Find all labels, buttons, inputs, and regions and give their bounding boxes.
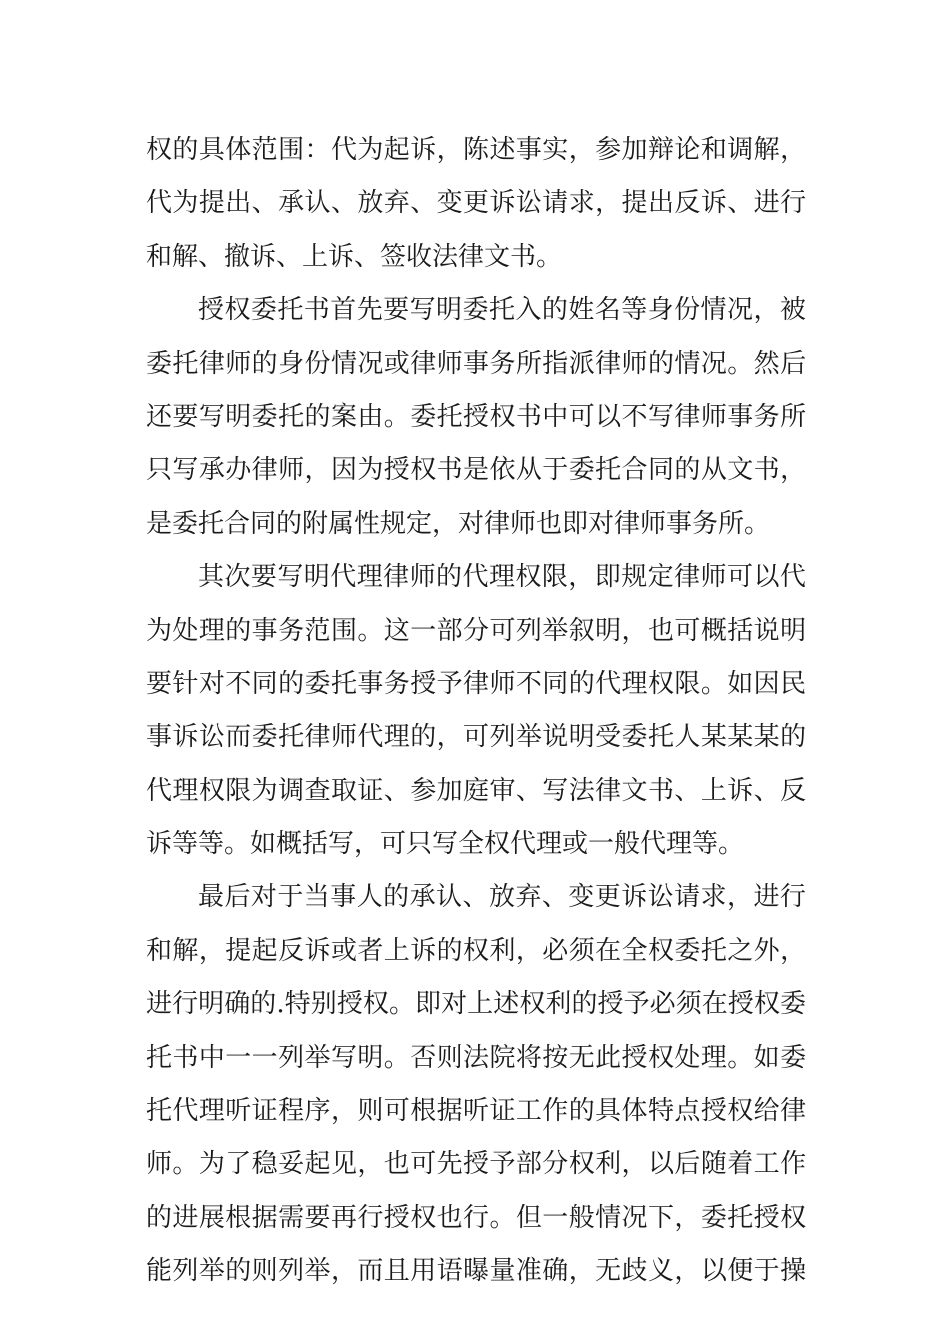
text-line: 代理权限为调查取证、参加庭审、写法律文书、上诉、反 [146,775,807,806]
text-line: 代为提出、承认、放弃、变更诉讼请求，提出反诉、进行 [146,188,807,219]
text-line: 只写承办律师，因为授权书是依从于委托合同的从文书， [146,455,807,486]
text-line: 托代理听证程序，则可根据听证工作的具体特点授权给律 [146,1096,807,1127]
paragraph-start-line: 其次要写明代理律师的代理权限，即规定律师可以代 [198,562,807,593]
document-body [146,124,806,1299]
text-line: 是委托合同的附属性规定，对律师也即对律师事务所。 [146,508,771,539]
paragraph-start-line: 最后对于当事人的承认、放弃、变更诉讼请求，进行 [198,882,807,913]
text-line: 托书中一一列举写明。否则法院将按无此授权处理。如委 [146,1042,807,1073]
paragraph-start-line: 授权委托书首先要写明委托入的姓名等身份情况，被 [198,295,807,326]
text-line: 权的具体范围：代为起诉，陈述事实，参加辩论和调解， [146,135,807,165]
text-line: 进行明确的.特别授权。即对上述权利的授予必须在授权委 [146,989,807,1020]
text-line: 还要写明委托的案由。委托授权书中可以不写律师事务所 [146,401,807,432]
text-line: 师。为了稳妥起见，也可先授予部分权利，以后随着工作 [146,1149,807,1180]
text-line: 的进展根据需要再行授权也行。但一般情况下，委托授权 [146,1202,807,1233]
text-line: 为处理的事务范围。这一部分可列举叙明，也可概括说明 [146,615,807,646]
text-line: 诉等等。如概括写，可只写全权代理或一般代理等。 [146,829,745,860]
text-line: 委托律师的身份情况或律师事务所指派律师的情况。然后 [146,348,807,379]
text-line: 和解、撤诉、上诉、签收法律文书。 [146,241,563,272]
text-line: 和解，提起反诉或者上诉的权利，必须在全权委托之外， [146,935,807,966]
text-line: 能列举的则列举，而且用语曝量准确，无歧义，以便于操 [146,1256,807,1287]
text-line: 要针对不同的委托事务授予律师不同的代理权限。如因民 [146,668,807,699]
text-line: 事诉讼而委托律师代理的，可列举说明受委托人某某某的 [146,722,807,753]
